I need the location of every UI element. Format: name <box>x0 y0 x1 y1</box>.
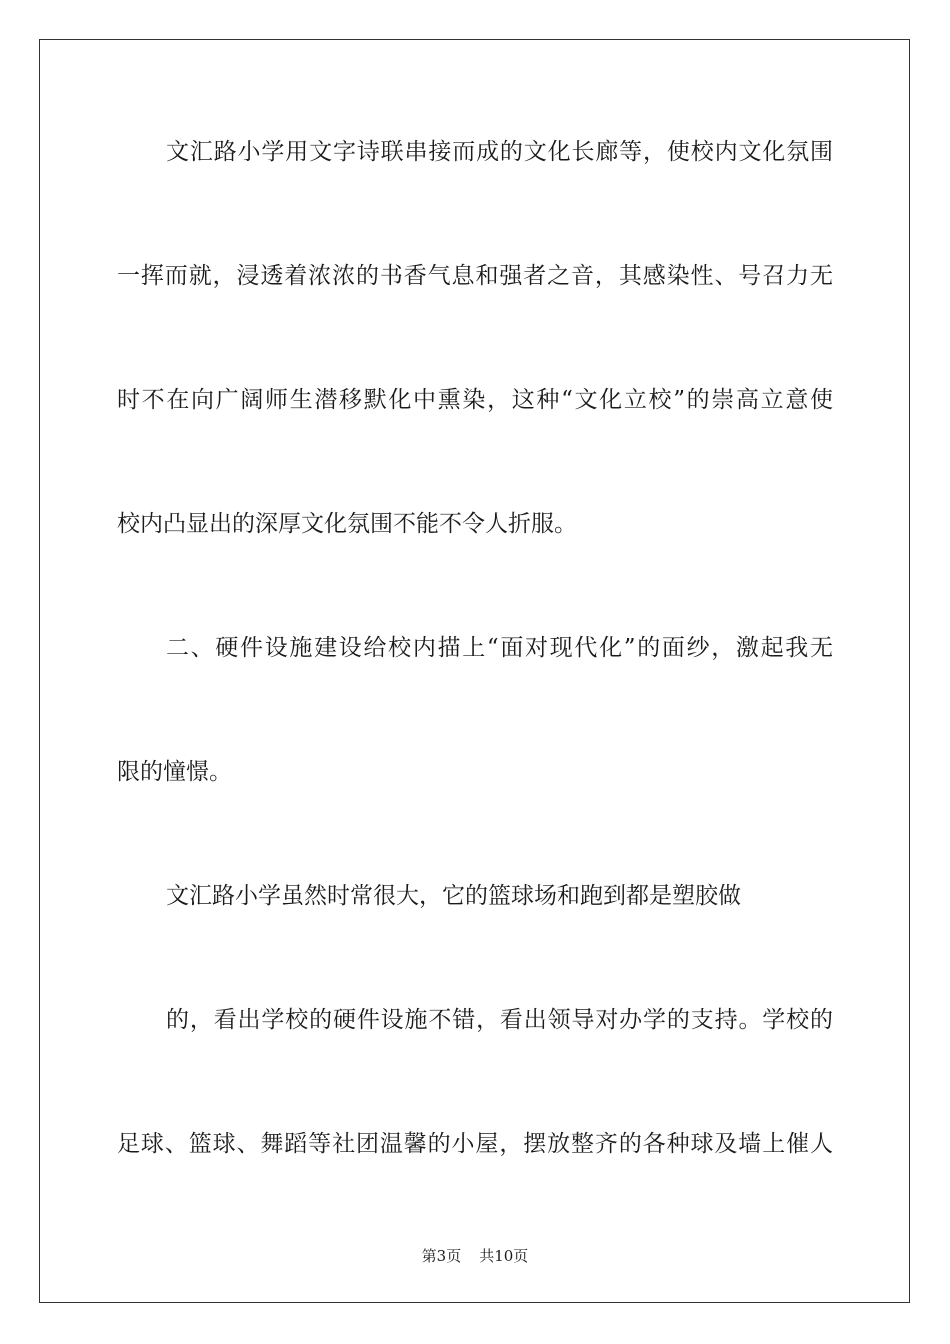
paragraph-line-5: 二、硬件设施建设给校内描上“面对现代化”的面纱，激起我无 <box>166 635 833 661</box>
page-number: 第3页 <box>421 1247 462 1265</box>
paragraph-line-7: 文汇路小学虽然时常很大，它的篮球场和跑到都是塑胶做 <box>166 883 741 909</box>
paragraph-line-1: 文汇路小学用文字诗联串接而成的文化长廊等，使校内文化氛围 <box>166 139 833 165</box>
paragraph-line-2: 一挥而就，浸透着浓浓的书香气息和强者之音，其感染性、号召力无 <box>117 263 833 289</box>
page-footer <box>0 1246 950 1266</box>
paragraph-line-6: 限的憧憬。 <box>117 759 232 785</box>
paragraph-line-8: 的，看出学校的硬件设施不错，看出领导对办学的支持。学校的 <box>166 1007 833 1033</box>
page-total: 共10页 <box>479 1247 529 1265</box>
paragraph-line-9: 足球、篮球、舞蹈等社团温馨的小屋，摆放整齐的各种球及墙上催人 <box>117 1131 833 1157</box>
paragraph-line-3: 时不在向广阔师生潜移默化中熏染，这种“文化立校”的崇高立意使 <box>117 387 833 413</box>
page-border <box>39 39 910 1303</box>
paragraph-line-4: 校内凸显出的深厚文化氛围不能不令人折服。 <box>117 511 577 537</box>
